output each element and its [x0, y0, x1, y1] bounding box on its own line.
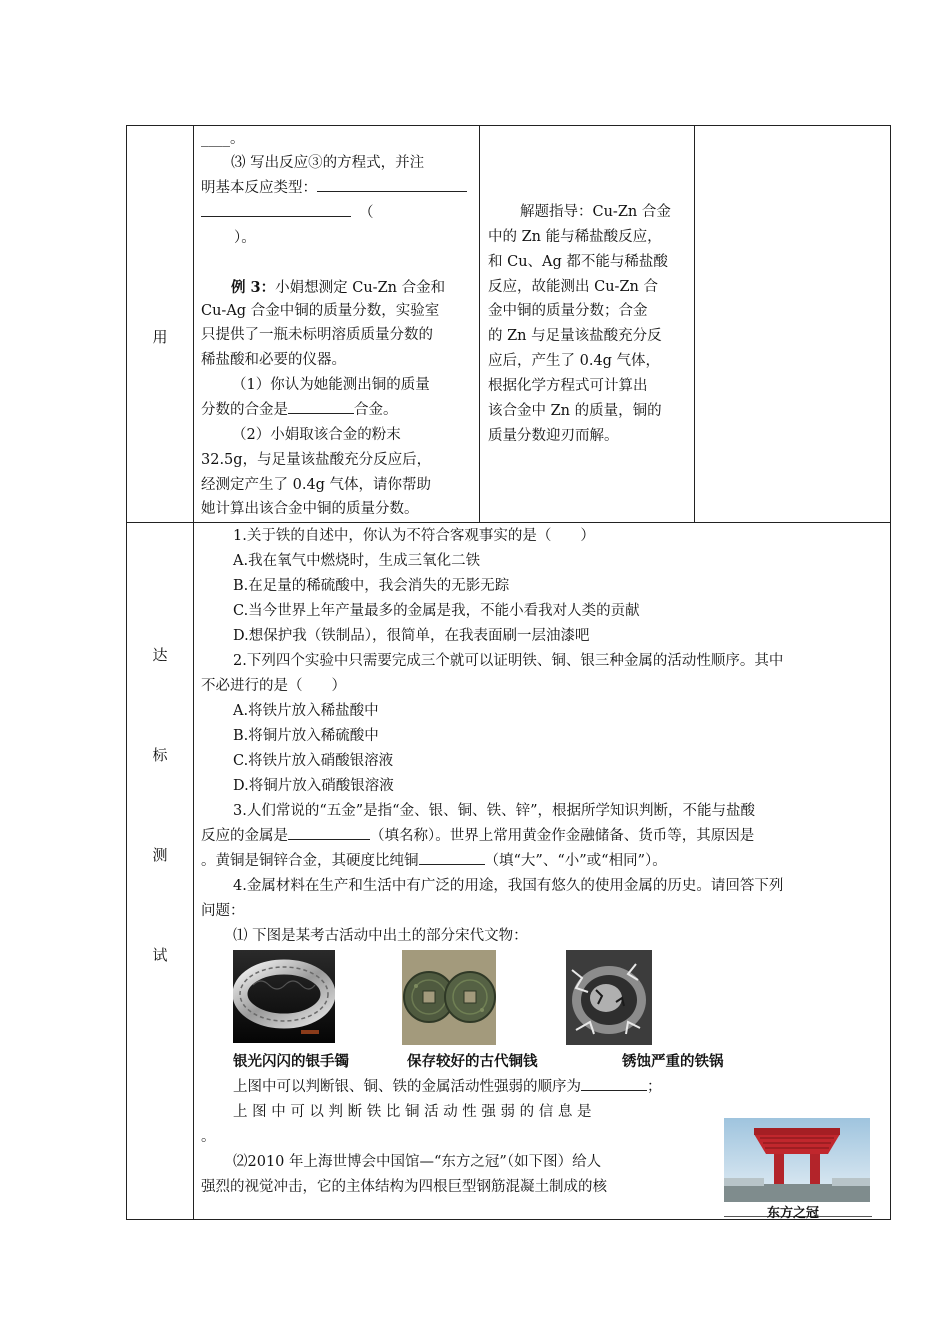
q4-order-line: [233, 1076, 662, 1100]
q3-line-2: [201, 177, 467, 201]
q2-stem-line-2: 不必进行的是（ ）: [201, 678, 346, 694]
q4-part2-line-1: ⑵2010 年上海世博会中国馆—“东方之冠”（如下图）给人: [233, 1154, 602, 1170]
silver-bracelet-image: [233, 950, 335, 1043]
example3-line-1: [231, 276, 445, 301]
q4-part1-stem: ⑴ 下图是某考古活动中出土的部分宋代文物：: [233, 928, 528, 944]
q3-line3-pre: 。黄铜是铜锌合金，其硬度比纯铜: [201, 853, 419, 869]
guide-line-10: 质量分数迎刃而解。: [488, 428, 619, 444]
guide-line-4: 反应，故能测出 Cu-Zn 合: [488, 279, 658, 295]
bronze-coins-image: [402, 950, 496, 1045]
guide-line-8: 根据化学方程式可计算出: [488, 378, 648, 394]
q2-option-c: C.将铁片放入硝酸银溶液: [233, 753, 394, 769]
q3-stem-line-2: [201, 825, 754, 849]
q4-order-pre: 上图中可以判断银、铜、铁的金属活动性强弱的顺序为: [233, 1079, 581, 1095]
example3-q1-pre: 分数的合金是: [201, 402, 288, 418]
q3-paren-open: （: [359, 205, 374, 221]
q4-info-line: 上 图 中 可 以 判 断 铁 比 铜 活 动 性 强 弱 的 信 息 是: [233, 1104, 592, 1120]
q2-option-b: B.将铜片放入稀硫酸中: [233, 728, 379, 744]
caption-silver-bracelet: 银光闪闪的银手镯: [233, 1054, 349, 1070]
example3-q2-line-4: 她计算出该合金中铜的质量分数。: [201, 501, 419, 517]
side-label-biao: 标: [152, 746, 168, 764]
guide-line-2: 中的 Zn 能与稀盐酸反应，: [488, 229, 662, 245]
side-label-use: 用: [152, 328, 168, 346]
activity-order-blank[interactable]: [581, 1076, 647, 1091]
guide-line-5: 金中铜的质量分数；合金: [488, 303, 648, 319]
example3-q1-line-2: [201, 399, 398, 423]
metal-name-blank[interactable]: [288, 825, 370, 840]
example3-label: 例 3：: [231, 279, 276, 296]
q3-line3-post: （填“大”、“小”或“相同”）。: [484, 853, 667, 869]
q4-order-post: ；: [647, 1079, 662, 1095]
q4-info-end: 。: [201, 1129, 216, 1145]
q2-option-d: D.将铜片放入硝酸银溶液: [233, 778, 394, 794]
q2-option-a: A.将铁片放入稀盐酸中: [233, 703, 379, 719]
guide-column-divider: [694, 125, 695, 523]
example3-q2-line-2: 32.5g，与足量该盐酸充分反应后，: [201, 452, 432, 468]
guide-line-3: 和 Cu、Ag 都不能与稀盐酸: [488, 254, 668, 270]
q3-line-3: [201, 202, 374, 226]
guide-line-6: 的 Zn 与足量该盐酸充分反: [488, 328, 662, 344]
guide-line-1: 解题指导：Cu-Zn 合金: [520, 204, 671, 220]
guide-line-7: 应后，产生了 0.4g 气体，: [488, 353, 661, 369]
q3-line2-pre: 反应的金属是: [201, 828, 288, 844]
q3-line2-post: （填名称）。世界上常用黄金作金融储备、货币等，其原因是: [370, 828, 755, 844]
equation-blank[interactable]: [317, 177, 467, 192]
caption-bronze-coins: 保存较好的古代铜钱: [407, 1054, 538, 1070]
side-label-shi: 试: [152, 946, 168, 964]
example3-q1-line-1: （1）你认为她能测出铜的质量: [232, 377, 430, 393]
table-right-border: [890, 125, 891, 1220]
hardness-blank[interactable]: [419, 850, 485, 865]
q4-part2-line-2: 强烈的视觉冲击，它的主体结构为四根巨型钢筋混凝土制成的核: [201, 1179, 607, 1195]
alloy-blank[interactable]: [288, 399, 354, 414]
side-label-da: 达: [152, 646, 168, 664]
q3-line-4: ）。: [234, 230, 256, 246]
q3-line-1: ⑶ 写出反应③的方程式，并注: [231, 155, 425, 171]
example3-text-1: 小娟想测定 Cu-Zn 合金和: [275, 280, 446, 296]
q1-option-d: D.想保护我（铁制品），很简单，在我表面刷一层油漆吧: [233, 628, 590, 644]
table-left-border: [126, 125, 127, 1220]
q3-line-2-text: 明基本反应类型：: [201, 180, 317, 196]
row-divider: [126, 522, 891, 523]
q2-stem-line-1: 2.下列四个实验中只需要完成三个就可以证明铁、铜、银三种金属的活动性顺序。其中: [233, 653, 784, 669]
example3-q1-post: 合金。: [354, 402, 398, 418]
q4-stem-line-2: 问题：: [201, 903, 245, 919]
example3-q2-line-3: 经测定产生了 0.4g 气体，请你帮助: [201, 477, 432, 493]
side-label-ce: 测: [152, 846, 168, 864]
table-top-border: [126, 125, 891, 126]
guide-line-9: 该合金中 Zn 的质量，铜的: [488, 403, 662, 419]
equation-blank-2[interactable]: [201, 202, 351, 217]
example3-q2-line-1: （2）小娟取该合金的粉末: [232, 427, 401, 443]
china-pavilion-image: [724, 1118, 870, 1202]
q1-option-a: A.我在氧气中燃烧时，生成三氧化二铁: [233, 553, 481, 569]
caption-china-pavilion: 东方之冠: [767, 1206, 820, 1221]
q3-stem-line-3: [201, 850, 667, 874]
blank-line-end: ____。: [201, 131, 245, 147]
example3-line-4: 稀盐酸和必要的仪器。: [201, 352, 346, 368]
rusted-iron-pot-image: [566, 950, 652, 1045]
q4-stem-line-1: 4.金属材料在生产和生活中有广泛的用途，我国有悠久的使用金属的历史。请回答下列: [233, 878, 784, 894]
q1-option-b: B.在足量的稀硫酸中，我会消失的无影无踪: [233, 578, 510, 594]
example3-line-3: 只提供了一瓶未标明溶质质量分数的: [201, 327, 433, 343]
content-column-divider: [479, 125, 480, 523]
label-column-divider: [193, 125, 194, 1220]
q1-stem: 1.关于铁的自述中，你认为不符合客观事实的是（ ）: [233, 528, 595, 544]
q1-option-c: C.当今世界上年产量最多的金属是我，不能小看我对人类的贡献: [233, 603, 640, 619]
q3-stem-line-1: 3.人们常说的“五金”是指“金、银、铜、铁、锌”，根据所学知识判断，不能与盐酸: [233, 803, 755, 819]
caption-iron-pot: 锈蚀严重的铁锅: [622, 1054, 724, 1070]
example3-line-2: Cu-Ag 合金中铜的质量分数，实验室: [201, 303, 440, 319]
